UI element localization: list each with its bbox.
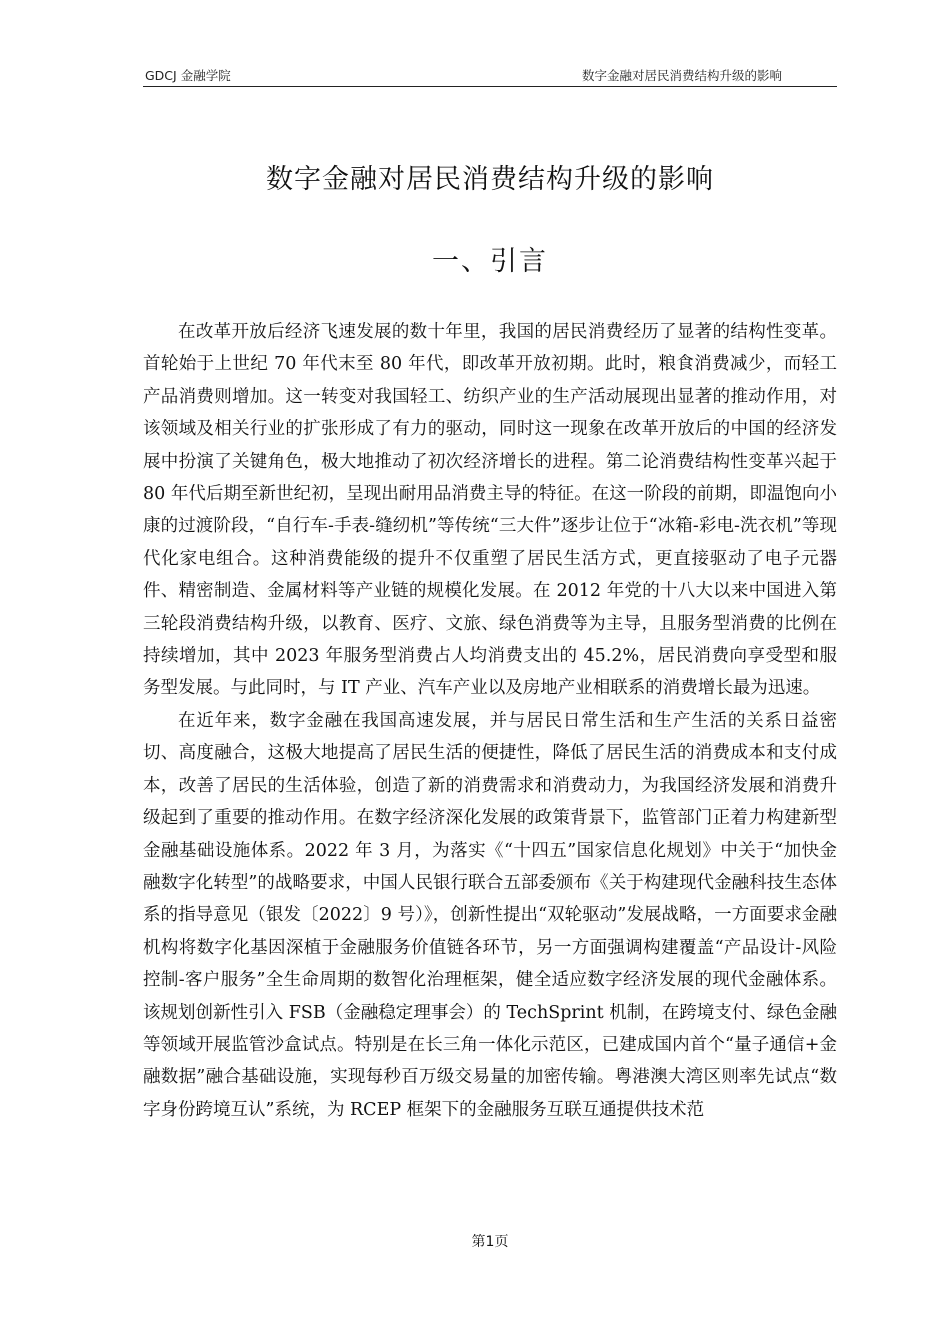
- page-number: 第1页: [471, 1234, 509, 1250]
- header-right-text: 数字金融对居民消费结构升级的影响: [581, 68, 782, 83]
- body-text: [143, 316, 837, 1126]
- paragraph: 在近年来，数字金融在我国高速发展，并与居民日常生活和生产生活的关系日益密切、高度融合，这极大地提高了居民生活的便捷性，降低了居民生活的消费成本和支付成本，改善了居民的生活体验，创造了新的消费需求和消费动力，为我国经济发展和消费升级起到了重要的推动作用。在数字经济深化发展的政策背景下，监管部门正着力构建新型金融基础设施体系。2022 年 3 月，为落实《“十四五”国家信息化规划》中关于“加快金融数字化转型”的战略要求，中国人民银行联合五部委颁布《关于构建现代金融科技生态体系的指导意见（银发〔2022〕9 号）》，创新性提出“双轮驱动”发展战略，一方面要求金融机构将数字化基因深植于金融服务价值链各环节，另一方面强调构建覆盖“产品设计-风险控制-客户服务”全生命周期的数智化治理框架，健全适应数字经济发展的现代金融体系。该规划创新性引入 FSB（金融稳定理事会）的 TechSprint 机制，在跨境支付、绿色金融等领域开展监管沙盒试点。特别是在长三角一体化示范区，已建成国内首个“量子通信+金融数据”融合基础设施，实现每秒百万级交易量的加密传输。粤港澳大湾区则率先试点“数字身份跨境互认”系统，为 RCEP 框架下的金融服务互联互通提供技术范: [143, 710, 837, 1120]
- header-divider: [143, 86, 837, 87]
- document-title: 数字金融对居民消费结构升级的影响: [266, 164, 714, 195]
- section-heading: 一、引言: [432, 246, 548, 277]
- running-header: [143, 66, 837, 86]
- paragraph: 在改革开放后经济飞速发展的数十年里，我国的居民消费经历了显著的结构性变革。首轮始于上世纪 70 年代末至 80 年代，即改革开放初期。此时，粮食消费减少，而轻工产品消费则增加。这一转变对我国轻工、纺织产业的生产活动展现出显著的推动作用，对该领域及相关行业的扩张形成了有力的驱动，同时这一现象在改革开放后的中国的经济发展中扮演了关键角色，极大地推动了初次经济增长的进程。第二论消费结构性变革兴起于 80 年代后期至新世纪初，呈现出耐用品消费主导的特征。在这一阶段的前期，即温饱向小康的过渡阶段，“自行车-手表-缝纫机”等传统“三大件”逐步让位于“冰箱-彩电-洗衣机”等现代化家电组合。这种消费能级的提升不仅重塑了居民生活方式，更直接驱动了电子元器件、精密制造、金属材料等产业链的规模化发展。在 2012 年党的十八大以来中国进入第三轮段消费结构升级，以教育、医疗、文旅、绿色消费等为主导，且服务型消费的比例在持续增加，其中 2023 年服务型消费占人均消费支出的 45.2%，居民消费向享受型和服务型发展。与此同时，与 IT 产业、汽车产业以及房地产业相联系的消费增长最为迅速。: [143, 322, 837, 699]
- header-left-text: GDCJ 金融学院: [145, 68, 231, 83]
